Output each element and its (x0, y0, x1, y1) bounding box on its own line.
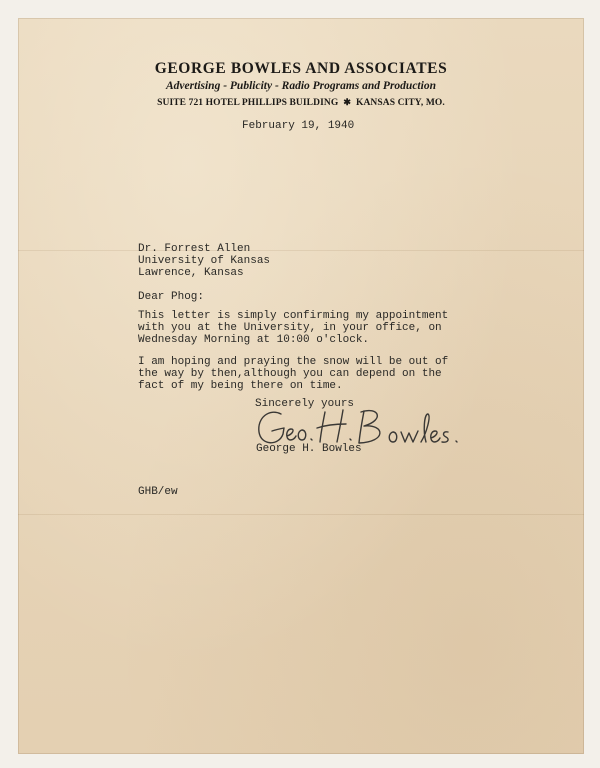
letterhead-address-street: SUITE 721 HOTEL PHILLIPS BUILDING (157, 98, 339, 108)
closing: Sincerely yours (255, 398, 355, 410)
paragraph-2-line-1: I am hoping and praying the snow will be out of (138, 356, 449, 368)
recipient-city: Lawrence, Kansas (138, 267, 244, 279)
paper-fold-line (18, 514, 584, 515)
paragraph-1-line-1: This letter is simply confirming my appointment (138, 310, 449, 322)
letterhead-address-city: KANSAS CITY, MO. (355, 98, 445, 108)
letterhead-address (18, 97, 584, 108)
recipient-institution: University of Kansas (138, 255, 271, 267)
paragraph-2-line-3: fact of my being there on time. (138, 380, 343, 392)
letterhead-tagline: Advertising - Publicity - Radio Programs and Production (166, 80, 436, 92)
typed-signer-name: George H. Bowles (256, 443, 362, 455)
typist-initials: GHB/ew (138, 486, 178, 498)
star-separator-icon: ✱ (343, 97, 351, 107)
paper-fold-line (18, 250, 584, 251)
paragraph-1-line-2: with you at the University, in your office, on (138, 322, 442, 334)
salutation: Dear Phog: (138, 291, 205, 303)
letter-page (18, 18, 584, 754)
letter-date: February 19, 1940 (242, 120, 355, 132)
paragraph-1-line-3: Wednesday Morning at 10:00 o'clock. (138, 334, 370, 346)
letterhead-company: GEORGE BOWLES AND ASSOCIATES (154, 60, 448, 77)
paragraph-2-line-2: the way by then,although you can depend on the (138, 368, 442, 380)
recipient-name: Dr. Forrest Allen (138, 243, 251, 255)
